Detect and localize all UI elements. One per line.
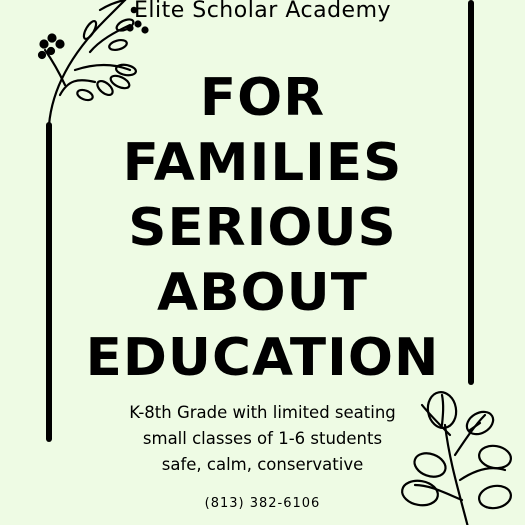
detail-line: safe, calm, conservative	[161, 455, 364, 474]
headline-line: SERIOUS	[128, 198, 397, 258]
school-name: Elite Scholar Academy	[133, 0, 392, 23]
headline-line: ABOUT	[157, 263, 368, 323]
phone-number: (813) 382-6106	[204, 496, 321, 511]
detail-line: small classes of 1-6 students	[142, 429, 383, 448]
headline-line: FAMILIES	[122, 133, 403, 193]
program-details	[60, 400, 465, 478]
detail-line: K-8th Grade with limited seating	[129, 403, 396, 422]
frame-line-left	[46, 122, 52, 442]
headline-line: EDUCATION	[85, 328, 440, 388]
headline-line: FOR	[199, 68, 326, 128]
headline	[60, 66, 465, 391]
